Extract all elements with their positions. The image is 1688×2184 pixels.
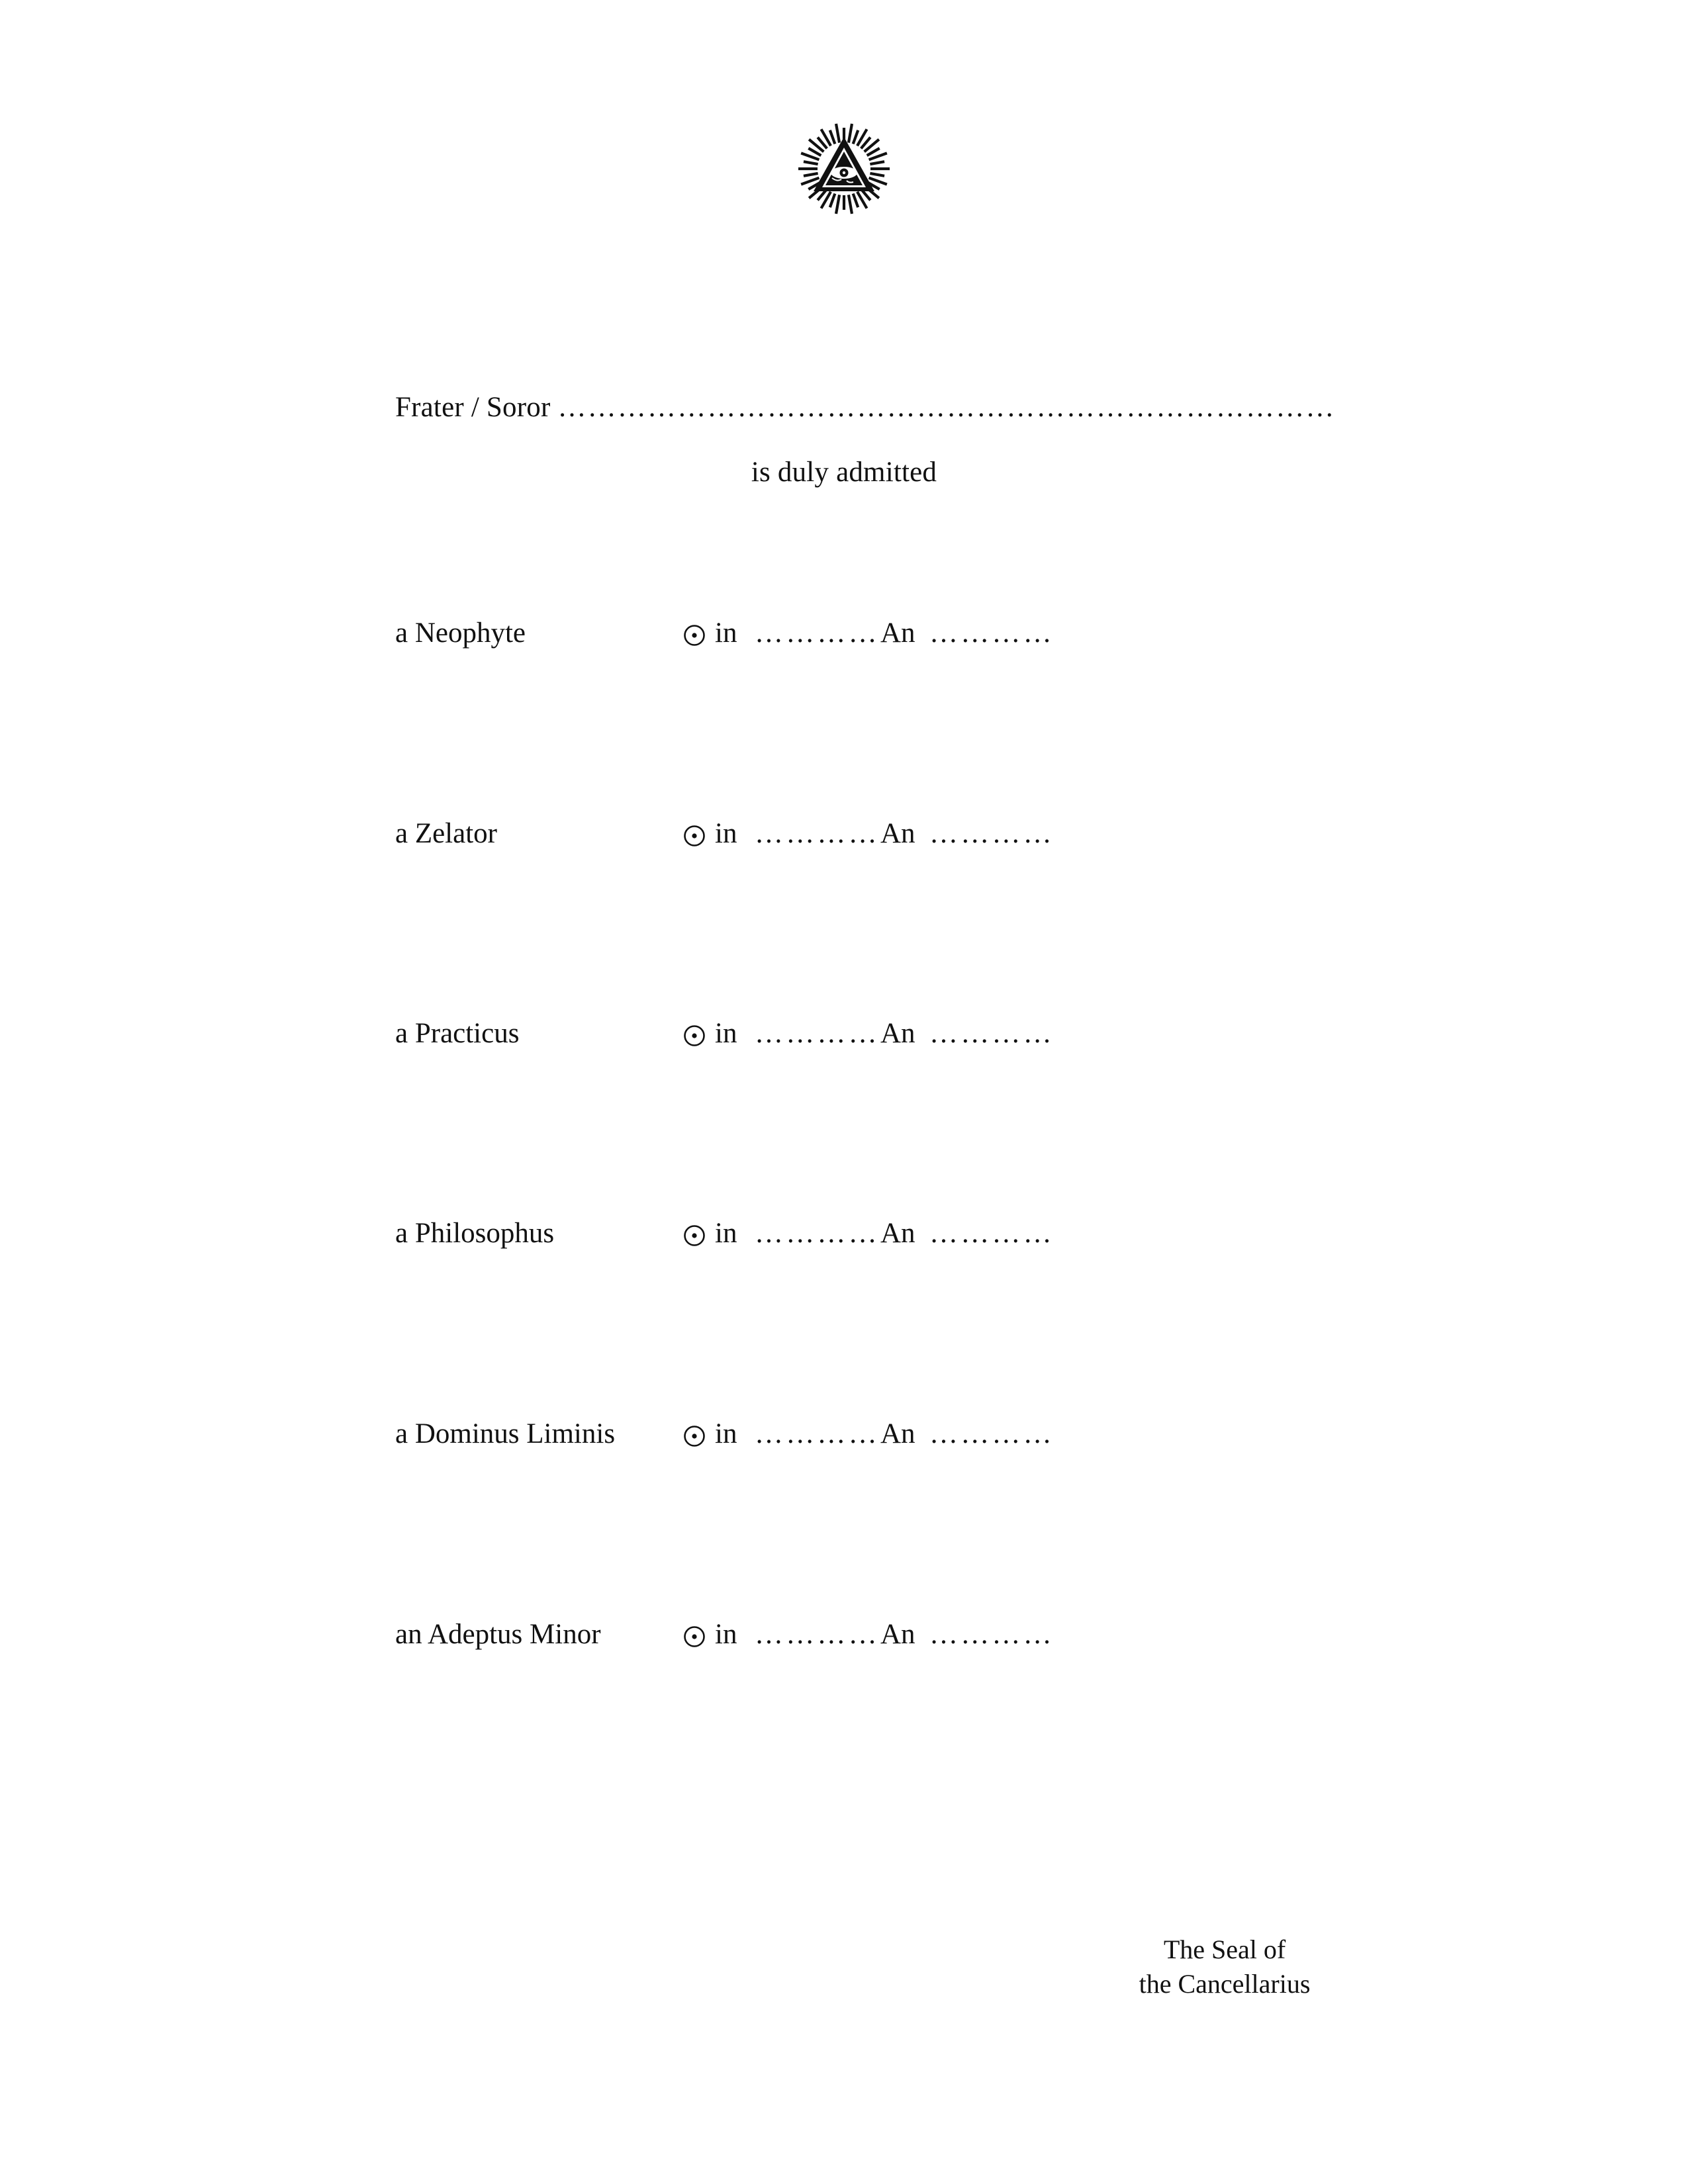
eye-in-triangle-radiant-icon	[798, 122, 890, 215]
year-blank[interactable]: …………	[929, 1418, 1055, 1449]
year-blank[interactable]: …………	[929, 1619, 1055, 1650]
sun-circled-dot-icon	[683, 825, 706, 847]
name-blank[interactable]: ……………………………………………………………………	[557, 392, 1336, 423]
grade-label: a Dominus Liminis	[395, 1418, 616, 1449]
sun-circled-dot-icon	[683, 1224, 706, 1247]
sun-sign-blank[interactable]: …………	[755, 1619, 880, 1650]
in-label: in	[715, 1619, 737, 1650]
sun-circled-dot-icon	[683, 624, 706, 647]
year-blank[interactable]: …………	[929, 1218, 1055, 1249]
sun-sign-blank[interactable]: …………	[755, 1018, 880, 1049]
an-label: An	[880, 1018, 915, 1049]
in-label: in	[715, 617, 737, 649]
sun-sign-blank[interactable]: …………	[755, 1218, 880, 1249]
grade-label: a Zelator	[395, 818, 497, 849]
seal-line-1: The Seal of	[1163, 1934, 1286, 1964]
an-label: An	[880, 1418, 915, 1449]
an-label: An	[880, 818, 915, 849]
in-label: in	[715, 1018, 737, 1049]
an-label: An	[880, 1619, 915, 1650]
in-label: in	[715, 1218, 737, 1249]
in-label: in	[715, 1418, 737, 1449]
sun-sign-blank[interactable]: …………	[755, 1418, 880, 1449]
grade-label: an Adeptus Minor	[395, 1619, 601, 1650]
an-label: An	[880, 1218, 915, 1249]
grade-label: a Practicus	[395, 1018, 520, 1049]
grade-label: a Philosophus	[395, 1218, 555, 1249]
grade-label: a Neophyte	[395, 617, 526, 649]
seal-line-2: the Cancellarius	[1139, 1969, 1311, 1999]
year-blank[interactable]: …………	[929, 617, 1055, 649]
sun-circled-dot-icon	[683, 1024, 706, 1047]
in-label: in	[715, 818, 737, 849]
seal-caption	[1125, 1933, 1324, 2001]
sun-sign-blank[interactable]: …………	[755, 617, 880, 649]
frater-soror-line	[395, 393, 1336, 422]
year-blank[interactable]: …………	[929, 818, 1055, 849]
frater-soror-label: Frater / Soror	[395, 392, 551, 423]
sun-circled-dot-icon	[683, 1625, 706, 1648]
sun-sign-blank[interactable]: …………	[755, 818, 880, 849]
year-blank[interactable]: …………	[929, 1018, 1055, 1049]
sun-circled-dot-icon	[683, 1425, 706, 1447]
an-label: An	[880, 617, 915, 649]
duly-admitted-text: is duly admitted	[751, 457, 937, 488]
